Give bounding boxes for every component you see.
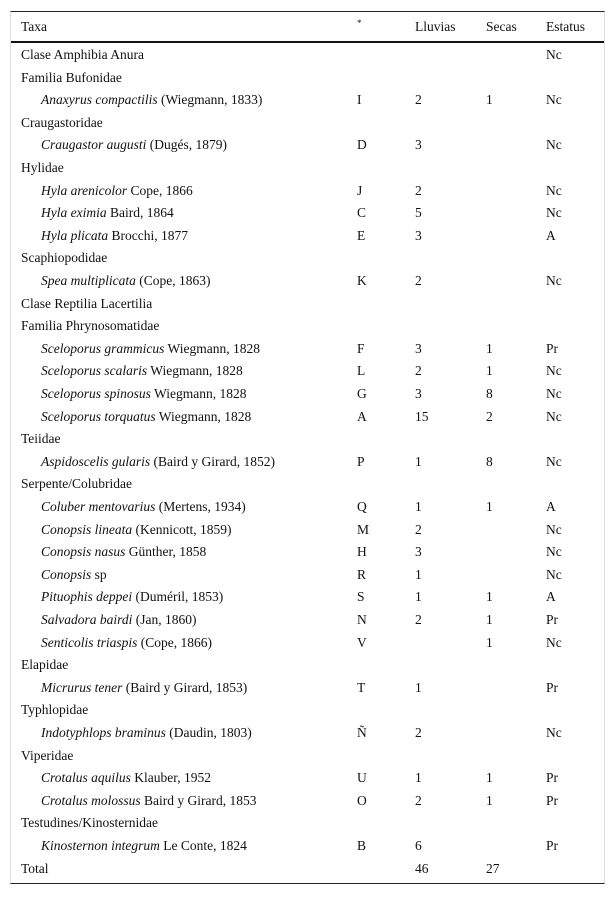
table-row-group <box>11 428 604 451</box>
table-row-group <box>11 315 604 338</box>
lluvias-cell: 3 <box>415 227 422 243</box>
lluvias-cell: 15 <box>415 408 429 424</box>
taxon-species <box>41 680 247 696</box>
taxon-group: Clase Amphibia Anura <box>21 47 144 62</box>
table-row-group <box>11 44 604 67</box>
estatus-cell: A <box>546 227 556 243</box>
author: Wiegmann, 1828 <box>164 340 260 356</box>
taxon-group: Clase Reptilia Lacertilia <box>21 295 153 311</box>
secas-cell: 1 <box>486 770 493 786</box>
taxon-species <box>41 567 107 583</box>
estatus-cell: Nc <box>546 566 562 582</box>
estatus-cell: Nc <box>546 137 562 153</box>
table-row-group <box>11 157 604 180</box>
secas-cell: 27 <box>486 860 500 876</box>
code-cell: V <box>357 634 367 650</box>
scientific-name: Kinosternon integrum <box>41 838 160 853</box>
lluvias-cell: 2 <box>415 273 422 288</box>
scientific-name: Coluber mentovarius <box>41 499 156 514</box>
secas-cell: 1 <box>486 792 493 808</box>
taxon-species <box>41 386 246 402</box>
estatus-cell: Nc <box>546 182 562 198</box>
taxon-group: Total <box>21 860 49 876</box>
secas-cell: 1 <box>486 612 493 627</box>
header-secas: Secas <box>486 19 517 34</box>
taxon-species <box>41 522 232 538</box>
code-cell: Q <box>357 499 367 514</box>
code-cell: L <box>357 363 366 379</box>
author: (Duméril, 1853) <box>132 589 224 605</box>
code-cell: Ñ <box>357 725 367 740</box>
code-cell: A <box>357 408 367 424</box>
header-estatus: Estatus <box>546 19 585 34</box>
scientific-name: Salvadora bairdi <box>41 612 133 627</box>
table-row <box>11 496 604 519</box>
secas-cell: 1 <box>486 634 493 650</box>
taxon-species <box>41 205 174 221</box>
table-row <box>11 722 604 745</box>
taxon-group: Elapidae <box>21 657 69 673</box>
scientific-name: Indotyphlops braminus <box>41 725 166 740</box>
taxon-species <box>41 793 257 809</box>
taxon-species <box>41 544 206 560</box>
scientific-name: Sceloporus spinosus <box>41 386 151 401</box>
code-cell: R <box>357 566 367 582</box>
author: Baird y Girard, 1853 <box>140 792 257 808</box>
estatus-cell: Pr <box>546 792 559 808</box>
author: (Kennicott, 1859) <box>132 521 232 537</box>
table-row <box>11 270 604 293</box>
scientific-name: Craugastor augusti <box>41 137 147 153</box>
author: (Cope, 1866) <box>137 634 213 650</box>
secas-cell: 1 <box>486 92 493 108</box>
taxon-species <box>41 137 227 153</box>
author: Le Conte, 1824 <box>159 838 247 853</box>
taxon-species <box>41 770 211 786</box>
table-row <box>11 406 604 429</box>
author: Günther, 1858 <box>125 544 207 560</box>
estatus-cell: Nc <box>546 544 562 560</box>
table-row <box>11 225 604 248</box>
table-row <box>11 383 604 406</box>
estatus-cell: Nc <box>546 521 562 537</box>
taxon-species <box>41 273 211 289</box>
author: Brocchi, 1877 <box>108 227 188 243</box>
header-lluvias: Lluvias <box>415 19 456 34</box>
table-row <box>11 632 604 655</box>
taxon-species <box>41 635 212 651</box>
scientific-name: Micrurus tener <box>41 679 123 695</box>
taxon-species <box>41 454 275 470</box>
code-cell: I <box>357 92 362 108</box>
lluvias-cell: 2 <box>415 612 422 627</box>
code-cell: O <box>357 792 367 808</box>
code-cell: K <box>357 273 367 288</box>
scientific-name: Hyla plicata <box>41 227 109 243</box>
scientific-name: Pituophis deppei <box>41 589 133 605</box>
scientific-name: Hyla eximia <box>41 205 107 221</box>
code-cell: F <box>357 340 365 356</box>
taxon-species <box>41 612 197 628</box>
estatus-cell: A <box>546 589 556 605</box>
author: (Mertens, 1934) <box>155 499 246 514</box>
taxon-group: Teiidae <box>21 431 61 447</box>
scientific-name: Conopsis nasus <box>41 544 126 560</box>
secas-cell: 2 <box>486 408 493 424</box>
table-row <box>11 338 604 361</box>
code-cell: J <box>357 182 363 198</box>
lluvias-cell: 2 <box>415 182 422 198</box>
estatus-cell: Pr <box>546 770 559 786</box>
lluvias-cell: 3 <box>415 137 422 153</box>
author: Wiegmann, 1828 <box>150 386 247 401</box>
taxon-species <box>41 838 247 854</box>
estatus-cell: Nc <box>546 386 562 401</box>
lluvias-cell: 2 <box>415 792 422 808</box>
header-code: * <box>357 18 362 28</box>
estatus-cell: Pr <box>546 679 559 695</box>
taxon-group: Viperidae <box>21 747 74 763</box>
lluvias-cell: 2 <box>415 521 422 537</box>
table-row <box>11 677 604 700</box>
author: (Baird y Girard, 1853) <box>122 679 248 695</box>
estatus-cell: Nc <box>546 408 562 424</box>
code-cell: N <box>357 612 367 627</box>
code-cell: B <box>357 838 367 853</box>
table-row-group <box>11 473 604 496</box>
lluvias-cell: 3 <box>415 544 422 560</box>
table-row <box>11 586 604 609</box>
scientific-name: Aspidoscelis gularis <box>41 453 151 469</box>
code-cell: C <box>357 205 367 221</box>
secas-cell: 1 <box>486 589 493 605</box>
lluvias-cell: 2 <box>415 363 422 379</box>
taxon-species <box>41 341 260 357</box>
code-cell: H <box>357 544 367 560</box>
lluvias-cell: 1 <box>415 589 422 605</box>
code-cell: S <box>357 589 365 605</box>
lluvias-cell: 3 <box>415 340 422 356</box>
table-row-group <box>11 112 604 135</box>
scientific-name: Senticolis triaspis <box>41 634 138 650</box>
table-row <box>11 451 604 474</box>
taxon-group: Hylidae <box>21 160 64 175</box>
taxon-species <box>41 409 251 425</box>
taxon-group: Familia Phrynosomatidae <box>21 318 160 334</box>
author: (Daudin, 1803) <box>165 725 252 740</box>
lluvias-cell: 1 <box>415 770 422 786</box>
secas-cell: 8 <box>486 386 493 401</box>
secas-cell: 1 <box>486 340 493 356</box>
lluvias-cell: 2 <box>415 92 422 108</box>
author: sp <box>91 566 107 582</box>
secas-cell: 1 <box>486 499 493 514</box>
code-cell: T <box>357 679 366 695</box>
scientific-name: Crotalus molossus <box>41 792 141 808</box>
lluvias-cell: 5 <box>415 205 422 221</box>
code-cell: G <box>357 386 367 401</box>
scientific-name: Conopsis <box>41 566 92 582</box>
scientific-name: Spea multiplicata <box>41 273 136 288</box>
table-row <box>11 202 604 225</box>
author: (Dugés, 1879) <box>146 137 228 153</box>
table-row-group <box>11 699 604 722</box>
estatus-cell: Nc <box>546 725 562 740</box>
lluvias-cell: 1 <box>415 453 422 469</box>
table-row <box>11 89 604 112</box>
estatus-cell: Nc <box>546 47 562 62</box>
table-row-group <box>11 247 604 270</box>
lluvias-cell: 1 <box>415 566 422 582</box>
table-row <box>11 790 604 813</box>
estatus-cell: Nc <box>546 92 562 108</box>
author: (Baird y Girard, 1852) <box>150 453 275 469</box>
lluvias-cell: 3 <box>415 386 422 401</box>
taxon-species <box>41 363 243 379</box>
table-row-group <box>11 293 604 316</box>
taxon-species <box>41 725 252 741</box>
secas-cell: 8 <box>486 453 493 469</box>
code-cell: M <box>357 521 370 537</box>
header-taxa: Taxa <box>21 19 48 34</box>
taxon-group: Craugastoridae <box>21 114 103 130</box>
author: Klauber, 1952 <box>130 770 211 786</box>
taxon-group: Familia Bufonidae <box>21 69 122 85</box>
estatus-cell: Nc <box>546 205 562 221</box>
species-table <box>10 11 605 884</box>
table-row-group <box>11 745 604 768</box>
author: Cope, 1866 <box>127 182 193 198</box>
scientific-name: Sceloporus grammicus <box>41 340 165 356</box>
code-cell: P <box>357 453 365 469</box>
estatus-cell: Pr <box>546 612 559 627</box>
secas-cell: 1 <box>486 363 493 379</box>
scientific-name: Sceloporus scalaris <box>41 363 148 379</box>
estatus-cell: Nc <box>546 453 562 469</box>
lluvias-cell: 46 <box>415 860 429 876</box>
code-cell: D <box>357 137 367 153</box>
table-row <box>11 835 604 858</box>
taxon-group: Testudines/Kinosternidae <box>21 815 159 831</box>
estatus-cell: Nc <box>546 363 562 379</box>
estatus-cell: Pr <box>546 340 559 356</box>
taxon-species <box>41 228 188 244</box>
table-header <box>11 12 604 43</box>
table-row <box>11 609 604 632</box>
taxon-group: Typhlopidae <box>21 702 89 718</box>
code-cell: E <box>357 227 366 243</box>
table-row <box>11 180 604 203</box>
estatus-cell: Pr <box>546 838 559 853</box>
author: (Cope, 1863) <box>135 273 211 288</box>
scientific-name: Sceloporus torquatus <box>41 408 156 424</box>
lluvias-cell: 1 <box>415 499 422 514</box>
table-row-group <box>11 858 604 881</box>
taxon-species <box>41 183 193 199</box>
taxon-species <box>41 589 223 605</box>
table-row <box>11 541 604 564</box>
code-cell: U <box>357 770 367 786</box>
author: Baird, 1864 <box>106 205 174 221</box>
table-row-group <box>11 654 604 677</box>
table-row-group <box>11 67 604 90</box>
table-row <box>11 564 604 587</box>
table-row <box>11 519 604 542</box>
taxon-group: Scaphiopodidae <box>21 250 108 266</box>
scientific-name: Crotalus aquilus <box>41 770 131 786</box>
taxon-group: Serpente/Colubridae <box>21 476 132 492</box>
taxon-species <box>41 499 246 515</box>
scientific-name: Conopsis lineata <box>41 521 133 537</box>
author: Wiegmann, 1828 <box>147 363 243 379</box>
lluvias-cell: 1 <box>415 679 422 695</box>
estatus-cell: A <box>546 499 556 514</box>
lluvias-cell: 6 <box>415 838 422 853</box>
scientific-name: Hyla arenicolor <box>41 182 128 198</box>
taxon-species <box>41 92 262 108</box>
table-row <box>11 360 604 383</box>
author: (Wiegmann, 1833) <box>157 92 263 108</box>
lluvias-cell: 2 <box>415 725 422 740</box>
author: Wiegmann, 1828 <box>155 408 252 424</box>
estatus-cell: Nc <box>546 634 562 650</box>
table-row <box>11 767 604 790</box>
author: (Jan, 1860) <box>132 612 197 627</box>
table-row <box>11 134 604 157</box>
scientific-name: Anaxyrus compactilis <box>41 92 158 108</box>
table-row-group <box>11 812 604 835</box>
estatus-cell: Nc <box>546 273 562 288</box>
